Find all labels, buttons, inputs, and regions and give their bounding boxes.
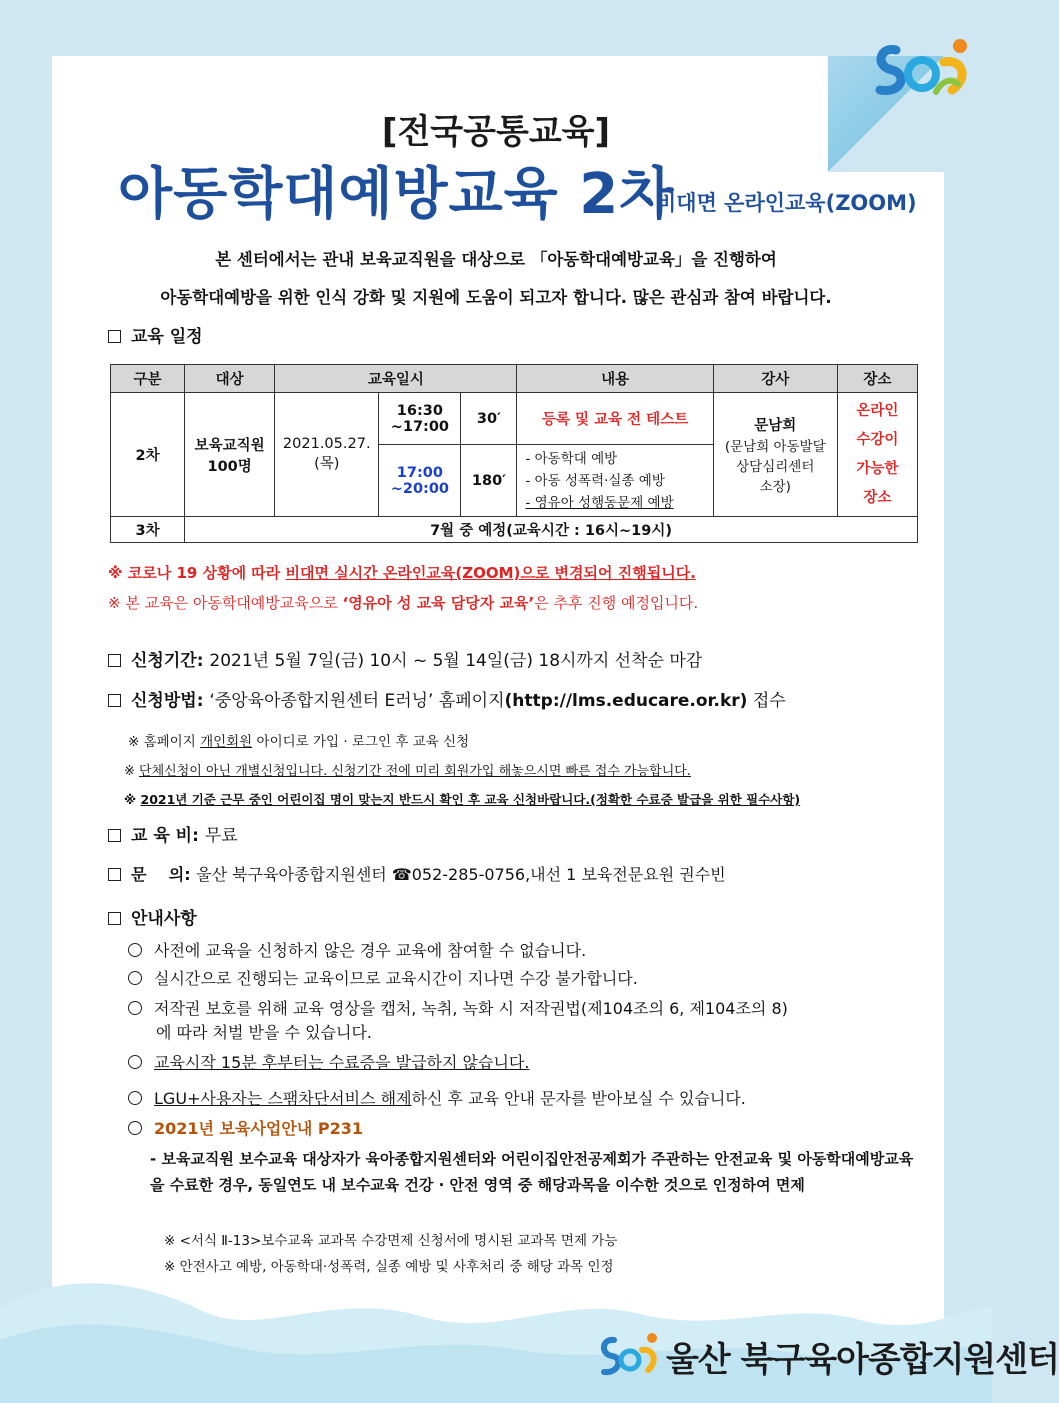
col-header-target: 대상 — [185, 365, 275, 393]
checkbox-square-icon — [108, 912, 121, 925]
footer-brand — [596, 1330, 1059, 1382]
slot2-time-cell: 17:00 ~20:00 — [379, 445, 461, 517]
apply-note-3: ※ 2021년 기준 근무 중인 어린이집 명이 맞는지 반드시 확인 후 교육 신청바랍니다.(정확한 수료증 발급을 위한 필수사항) — [124, 792, 801, 807]
instructor-cell: 문남희 (문남희 아동발달 상담심리센터 소장) — [713, 393, 837, 517]
col-header-content: 내용 — [517, 365, 713, 393]
guide-item: 2021년 보육사업안내 P231 — [128, 1116, 363, 1139]
slot2-duration-cell: 180′ — [461, 445, 517, 517]
apply-note-2: ※ 단체신청이 아닌 개별신청입니다. 신청기간 전에 미리 회원가입 해놓으시면 빠른 접수 가능합니다. — [124, 764, 691, 779]
col-header-round: 구분 — [111, 365, 185, 393]
round-cell: 2차 — [111, 393, 185, 517]
schedule-table — [110, 364, 918, 543]
checkbox-square-icon — [108, 868, 121, 881]
slot1-duration-cell: 30′ — [461, 393, 517, 445]
fee-line: 교 육 비: 무료 — [108, 821, 238, 846]
circle-bullet-icon — [128, 1121, 142, 1135]
guide-item: 사전에 교육을 신청하지 않은 경우 교육에 참여할 수 없습니다. — [128, 938, 586, 961]
guide-heading: 안내사항 — [108, 904, 197, 929]
slot1-time-cell: 16:30 ~17:00 — [379, 393, 461, 445]
circle-bullet-icon — [128, 1091, 142, 1105]
apply-method: 신청방법: ‘중앙육아종합지원센터 E러닝’ 홈페이지(http://lms.educare.or.kr) 접수 — [108, 686, 786, 711]
checkbox-square-icon — [108, 330, 121, 343]
subtitle: [전국공통교육] — [381, 112, 611, 152]
exemption-note-1: ※ <서식 Ⅱ-13>보수교육 교과목 수강면제 신청서에 명시된 교과목 면제 가능 — [164, 1233, 618, 1249]
round3-cell: 3차 — [111, 517, 185, 543]
slot2-content-cell: - 아동학대 예방 - 아동 성폭력·실종 예방 - 영유아 성행동문제 예방 — [517, 445, 713, 517]
footer-brand-name: 울산 북구육아종합지원센터 — [666, 1340, 1059, 1380]
col-header-datetime: 교육일시 — [275, 365, 517, 393]
intro-line-2: 아동학대예방을 위한 인식 강화 및 지원에 도움이 되고자 합니다. 많은 관심과 참여 바랍니다. — [160, 288, 832, 307]
checkbox-square-icon — [108, 654, 121, 667]
circle-bullet-icon — [128, 1055, 142, 1069]
schedule-heading: 교육 일정 — [108, 322, 203, 347]
exemption-detail: - 보육교직원 보수교육 대상자가 육아종합지원센터와 어린이집안전공제회가 주관하는 안전교육 및 아동학대예방교육을 수료한 경우, 동일연도 내 보수교육 건강 · 안전 영역 중 해당과목을 이수한 것으로 인정하여 면제 — [150, 1150, 914, 1194]
exemption-note-2: ※ 안전사고 예방, 아동학대·성폭력, 실종 예방 및 사후처리 중 해당 과목 인정 — [164, 1259, 614, 1275]
target-cell: 보육교직원 100명 — [185, 393, 275, 517]
format-badge: 비대면 온라인교육(ZOOM) — [656, 191, 917, 215]
place-cell: 온라인 수강이 가능한 장소 — [837, 393, 917, 517]
page-title: 아동학대예방교육 2차 — [118, 162, 675, 227]
notice-followup: ※ 본 교육은 아동학대예방교육으로 ‘영유아 성 교육 담당자 교육’은 추후 진행 예정입니다. — [108, 594, 699, 612]
round3-plan-cell: 7월 중 예정(교육시간 : 16시~19시) — [185, 517, 918, 543]
table-header-row — [111, 365, 918, 393]
col-header-place: 장소 — [837, 365, 917, 393]
slot1-content-cell: 등록 및 교육 전 테스트 — [517, 393, 713, 445]
circle-bullet-icon — [128, 1001, 142, 1015]
notice-covid: ※ 코로나 19 상황에 따라 비대면 실시간 온라인교육(ZOOM)으로 변경되어 진행됩니다. — [108, 564, 696, 582]
guide-item: 교육시작 15분 후부터는 수료증을 발급하지 않습니다. — [128, 1050, 529, 1073]
guide-item: LGU+사용자는 스팸차단서비스 해제하신 후 교육 안내 문자를 받아보실 수 있습니다. — [128, 1086, 746, 1109]
contact-line: 문 의: 울산 북구육아종합지원센터 ☎052-285-0756,내선 1 보육전문요원 권수빈 — [108, 862, 726, 885]
date-cell: 2021.05.27. (목) — [275, 393, 379, 517]
guide-item: 실시간으로 진행되는 교육이므로 교육시간이 지나면 수강 불가합니다. — [128, 966, 638, 989]
center-logo-icon — [596, 1330, 662, 1382]
center-logo-icon — [866, 32, 978, 104]
guide-item: 저작권 보호를 위해 교육 영상을 캡처, 녹취, 녹화 시 저작권법(제104조의 6, 제104조의 8) — [128, 996, 788, 1019]
circle-bullet-icon — [128, 971, 142, 985]
intro-line-1: 본 센터에서는 관내 보육교직원을 대상으로 「아동학대예방교육」을 진행하여 — [215, 250, 777, 269]
col-header-instructor: 강사 — [713, 365, 837, 393]
table-row — [111, 517, 918, 543]
table-row — [111, 393, 918, 445]
apply-period: 신청기간: 2021년 5월 7일(금) 10시 ~ 5월 14일(금) 18시까지 선착순 마감 — [108, 646, 702, 671]
circle-bullet-icon — [128, 943, 142, 957]
apply-note-1: ※ 홈페이지 개인회원 아이디로 가입 · 로그인 후 교육 신청 — [128, 734, 470, 750]
website-link[interactable]: (http://lms.educare.or.kr) — [504, 691, 748, 711]
guide-item-continuation: 에 따라 처벌 받을 수 있습니다. — [156, 1023, 372, 1042]
checkbox-square-icon — [108, 694, 121, 707]
checkbox-square-icon — [108, 829, 121, 842]
